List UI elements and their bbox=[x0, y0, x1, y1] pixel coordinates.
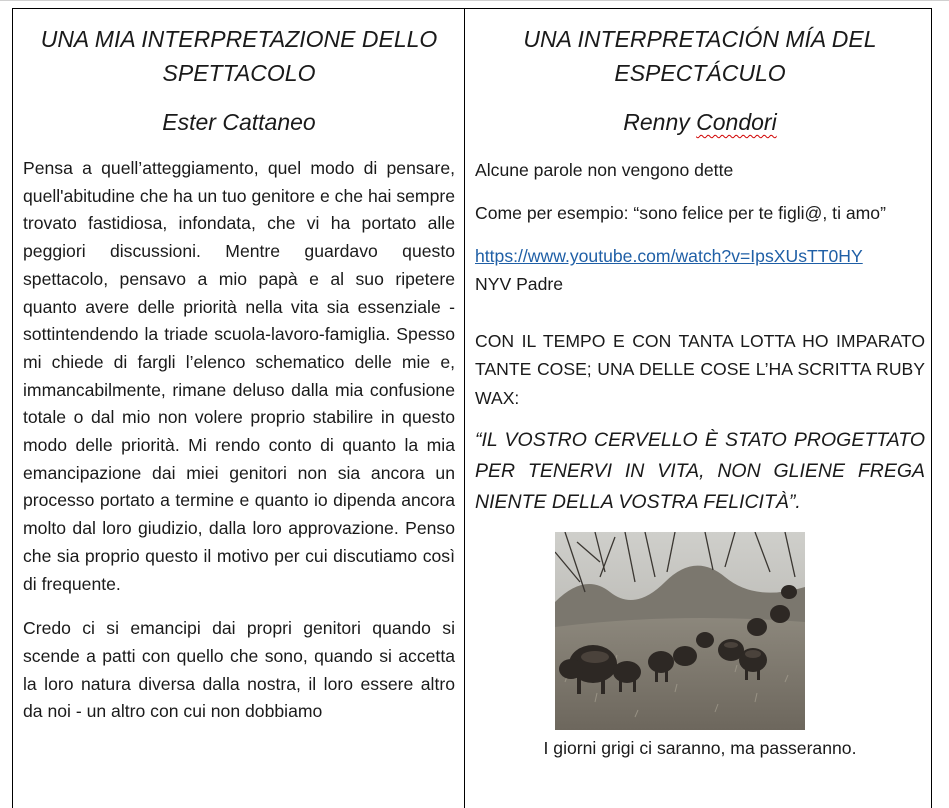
left-paragraph-2: Credo ci si emancipi dai propri genitori quando si scende a patti con quello che sono, quando si accetta la loro natura diversa dalla nostra, il loro essere altro da noi - un altro con cui non dobbiamo bbox=[23, 618, 455, 722]
left-author: Ester Cattaneo bbox=[162, 109, 316, 135]
left-body bbox=[23, 155, 455, 726]
wild-boars-image bbox=[555, 532, 805, 730]
right-author-first: Renny bbox=[623, 109, 690, 135]
photo-caption: I giorni grigi ci saranno, ma passeranno. bbox=[543, 738, 857, 758]
right-column bbox=[475, 9, 925, 758]
youtube-link[interactable]: https://www.youtube.com/watch?v=IpsXUsTT0HY bbox=[475, 246, 863, 267]
left-paragraph-1: Pensa a quell’atteggiamento, quel modo di pensare, quell'abitudine che ha un tuo genitore e che hai sempre trovato fastidiosa, infondata, che vi ha portato alle peggiori discussioni. Mentre guardavo questo spettacolo, pensavo a mio papà e al suo ripetere quanto avere delle priorità nella vita sia essenziale - sottintendendo la triade scuola-lavoro-famiglia. Spesso mi chiede di fargli l’elenco schematico delle mie e, immancabilmente, rimane deluso dalla mia confusione totale o dal mio non volere proprio stabilire in questo modo delle priorità. Mi rendo conto di quanto la mia emancipazione dai miei genitori non sia ancora un processo portato a termine e quanto io dipenda ancora molto dal loro giudizio, dalla loro approvazione. Penso che sia proprio questo il motivo per cui discutiamo così di frequente. bbox=[23, 158, 455, 594]
right-caps-paragraph: CON IL TEMPO E CON TANTA LOTTA HO IMPARATO TANTE COSE; UNA DELLE COSE L’HA SCRITTA RUBY WAX: bbox=[475, 330, 925, 408]
left-title-line2: SPETTACOLO bbox=[162, 60, 316, 86]
right-title bbox=[475, 9, 925, 90]
youtube-link-line bbox=[475, 243, 925, 271]
left-column bbox=[23, 9, 455, 743]
page-top-rule bbox=[0, 0, 949, 1]
right-author-last: Condori bbox=[696, 109, 777, 135]
right-author bbox=[475, 105, 925, 139]
right-title-line1: UNA INTERPRETACIÓN MÍA DEL bbox=[523, 26, 877, 52]
boar-photo bbox=[555, 532, 805, 730]
right-quote: “IL VOSTRO CERVELLO È STATO PROGETTATO PER TENERVI IN VITA, NON GLIENE FREGA NIENTE DELLA VOSTRA FELICITÀ”. bbox=[475, 429, 925, 514]
left-title bbox=[23, 9, 455, 90]
right-line-2: Come per esempio: “sono felice per te figli@, ti amo” bbox=[475, 202, 886, 223]
right-title-line2: ESPECTÁCULO bbox=[614, 60, 786, 86]
left-title-line1: UNA MIA INTERPRETAZIONE DELLO bbox=[40, 26, 438, 52]
column-divider bbox=[464, 9, 465, 808]
right-line-3: NYV Padre bbox=[475, 274, 564, 295]
right-line-1: Alcune parole non vengono dette bbox=[475, 160, 734, 180]
two-column-table bbox=[12, 8, 932, 808]
